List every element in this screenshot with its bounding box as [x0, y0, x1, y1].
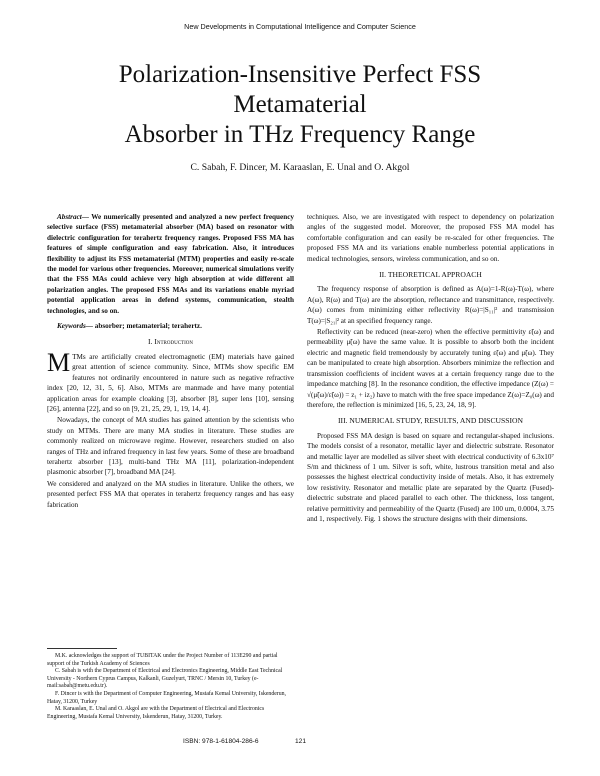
intro-paragraph-2: Nowadays, the concept of MA studies has gained attention by the scientists who study on MTMs. There are many MA studies in literature. These studies are commonly realized on microwave regime. However, researchers studied on also ranges of THz and infrared frequency in last few years. Some of these are broadband terahertz absorber [13], multi-band THz MA [11], polarization-independent plasmonic absorber [7], broadband MA [24]. — [47, 416, 294, 477]
right-paragraph-0: techniques. Also, we are investigated with respect to dependency on polarization angles of the suggested model. Moreover, the proposed FSS MA model has comfortable configuration and can easily be re-scaled for other frequencies. The proposed FSS MA and its variations enable numberless potential applications in medical technologies, sensors, wireless communication, and so on. — [307, 213, 554, 263]
abstract — [47, 212, 294, 316]
numerical-paragraph-1: Proposed FSS MA design is based on square and rectangular-shaped inclusions. The models consist of a resonator, metallic layer and dielectric substrate. Resonator and metallic layer are modelled as silver sheet with electrical conductivity of 6.3x10⁷ S/m and thickness of 1 um. Silver is soft, white, lustrous transition metal and also possesses the highest electrical conductivity inside of metals. Also, it has extremely low resistivity. Resonator and metallic plate are separated by the Quartz (Fused)-dielectric substrate and placed parallel to each other. The thickness, loss tangent, relative permittivity and permeability of the Quartz (Fused) are 100 um, 0.0004, 3.75 and 1, respectively. Fig. 1 shows the structure designs with their dimensions. — [307, 431, 554, 523]
drop-cap: M — [47, 347, 71, 377]
intro-paragraph-1 — [47, 347, 294, 414]
theory-paragraph-2: Reflectivity can be reduced (near-zero) when the effective permittivity ε̃(ω) and permeability μ̃(ω) have the same value. It is possible to absorb both the incident electric and magnetic field tremendously by accurately tuning ε̃(ω) and μ̃(ω). They can be manipulated to create high absorption. Absorbers minimize the reflection and transmission coefficients of incident waves at a certain frequency range due to the impedance matching [8]. In the resonance condition, the effective impedance (Z(ω) = √(μ̃(ω)/ε̃(ω)) = z₁ + iz₂) have to match with the free space impedance Z(ω)=Z₀(ω) and therefore, the reflection is minimized [16, 5, 23, 24, 18, 9]. — [307, 328, 554, 409]
title-line-2: Metamaterial — [233, 91, 367, 118]
keywords — [47, 321, 294, 331]
footnote-3: F. Dincer is with the Department of Computer Engineering, Mustafa Kemal University, Iskenderun, Hatay, 31200, Turkey — [47, 690, 286, 705]
intro-paragraph-1-text: TMs are artificially created electromagnetic (EM) materials have gained great attention of science community. Since, MTMs show specific EM features not ordinarily encountered in nature such as negative refractive index [20, 12, 31, 5, 6]. Also, MTMs are manmade and have many potential application areas for example cloaking [3], absorber [8], super lens [10], sensing [26], antenna [22], and so on [9, 21, 25, 29, 1, 19, 14, 4]. — [47, 352, 294, 413]
keywords-label: Keywords— — [57, 322, 93, 331]
footnote-4: M. Karaaslan, E. Unal and O. Akgol are with the Department of Electrical and Electronics Engineering, Mustafa Kemal University, Iskenderun, Hatay, 31200, Turkey. — [47, 706, 265, 720]
intro-heading: I. Introduction — [148, 337, 193, 347]
section-3-heading: III. NUMERICAL STUDY, RESULTS, AND DISCUSSION — [338, 416, 523, 426]
isbn: ISBN: 978-1-61804-286-6 — [183, 738, 259, 745]
footnote-rule — [47, 648, 117, 649]
intro-paragraph-3: We considered and analyzed on the MA studies in literature. Unlike the others, we presented perfect FSS MA that operates in terahertz frequency ranges and has easy fabrication — [47, 479, 294, 509]
author-list: C. Sabah, F. Dincer, M. Karaaslan, E. Unal and O. Akgol — [190, 162, 410, 173]
theory-paragraph-1: The frequency response of absorption is defined as A(ω)=1-R(ω)-T(ω), where A(ω), R(ω) and T(ω) are the absorption, reflectance and transmittance, respectively. A(ω) comes from minimizing either reflectivity R(ω)=|S₁₁|² and transmission T(ω)=|S₂₁|² at an specified frequency range. — [307, 285, 554, 325]
footnote-2: C. Sabah is with the Department of Electrical and Electronics Engineering, Middle East Technical University - Northern Cyprus Campus, Kalkanli, Guzelyurt, TRNC / Mersin 10, Turkey (e-mail:sabah@metu.edu.tr). — [47, 668, 283, 690]
right-column — [307, 212, 554, 525]
abstract-text: We numerically presented and analyzed a new perfect frequency selective surface (FSS) metamaterial absorber (MA) based on resonator with dielectric configuration for terahertz frequency ranges. Proposed FSS MA has features of simple configuration and easy fabrication. Also, it introduces flexibility to adjust its FSS metamaterial (MTM) properties and easily re-scale the model for various other frequencies. Moreover, numerical simulations verify that the FSS MAs could achieve very high absorption at wide different all polarization angles. The proposed FSS MAs and its variations enable myriad potential application areas in defend systems, communication, stealth technologies, and so on. — [47, 213, 294, 315]
title-line-1: Polarization-Insensitive Perfect FSS — [118, 61, 482, 88]
keywords-text: absorber; metamaterial; terahertz. — [92, 322, 202, 331]
footnotes — [47, 653, 294, 721]
footnote-1: M.K. acknowledges the support of TUBITAK under the Project Number of 113E290 and partial support of the Turkish Academy of Sciences — [47, 653, 278, 667]
abstract-label: Abstract— — [57, 213, 89, 221]
title-line-3: Absorber in THz Frequency Range — [124, 121, 476, 148]
left-column — [47, 212, 294, 511]
paper-title — [40, 60, 560, 150]
running-header: New Developments in Computational Intelligence and Computer Science — [184, 22, 416, 31]
section-2-heading: II. THEORETICAL APPROACH — [379, 270, 482, 280]
page-number: 121 — [295, 738, 307, 745]
